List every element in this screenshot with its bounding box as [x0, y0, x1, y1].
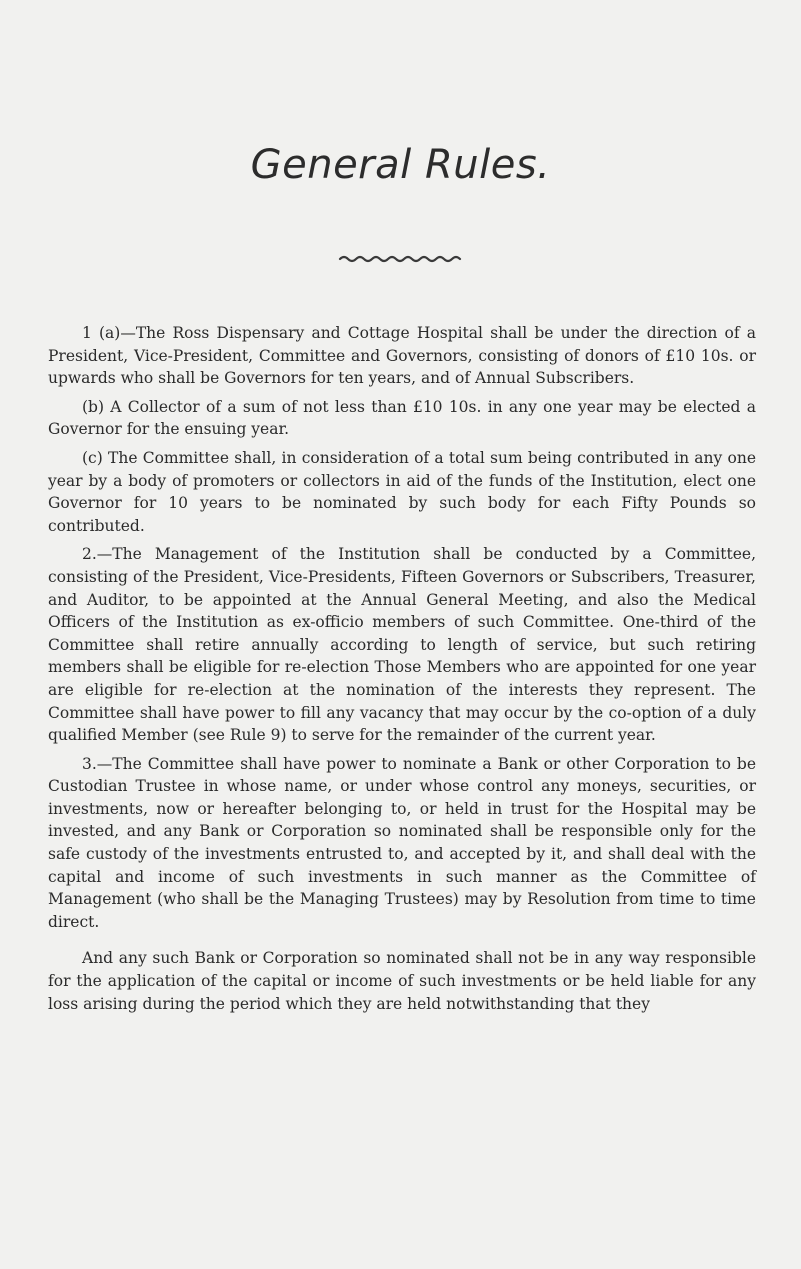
rule-3-paragraph: 3.—The Committee shall have power to nominate a Bank or other Corporation to be Custodian Trustee in whose name, or under whose control any moneys, securities, or investments, now or hereafter belonging to, or held in trust for the Hospital may be invested, and any Bank or Corporation so nominated shall be responsible only for the safe custody of the investments entrusted to, and accepted by it, and shall deal with the capital and income of such investments in such manner as the Committee of Management (who shall be the Managing Trustees) may by Resolution from time to time direct. [48, 754, 756, 931]
rule-1c-paragraph: (c) The Committee shall, in consideration of a total sum being contributed in any one year by a body of promoters or collectors in aid of the funds of the Institution, elect one Governor for 10 years to be nominated by such body for each Fifty Pounds so contributed. [48, 448, 756, 535]
wavy-line-ornament-icon [338, 253, 464, 265]
rule-1a-paragraph: 1 (a)—The Ross Dispensary and Cottage Hospital shall be under the direction of a President, Vice-President, Committee and Governors, consisting of donors of £10 10s. or upwards who shall be Governors for ten years, and of Annual Subscribers. [48, 324, 756, 388]
rule-3-continuation-paragraph: And any such Bank or Corporation so nominated shall not be in any way responsible for the application of the capital or income of such investments or be held liable for any loss arising during the period which they are held notwithstanding that they [48, 949, 756, 1013]
rule-1b-paragraph: (b) A Collector of a sum of not less than £10 10s. in any one year may be elected a Governor for the ensuing year. [48, 397, 756, 439]
rules-body [48, 322, 756, 1021]
page-title: General Rules. [250, 142, 551, 188]
rule-2-paragraph: 2.—The Management of the Institution shall be conducted by a Committee, consisting of the President, Vice-Presidents, Fifteen Governors or Subscribers, Treasurer, and Auditor, to be appointed at the Annual General Meeting, and also the Medical Officers of the Institution as ex-officio members of such Committee. One-third of the Committee shall retire annually according to length of service, but such retiring members shall be eligible for re-election Those Members who are appointed for one year are eligible for re-election at the nomination of the interests they represent. The Committee shall have power to fill any vacancy that may occur by the co-option of a duly qualified Member (see Rule 9) to serve for the remainder of the current year. [48, 545, 756, 745]
